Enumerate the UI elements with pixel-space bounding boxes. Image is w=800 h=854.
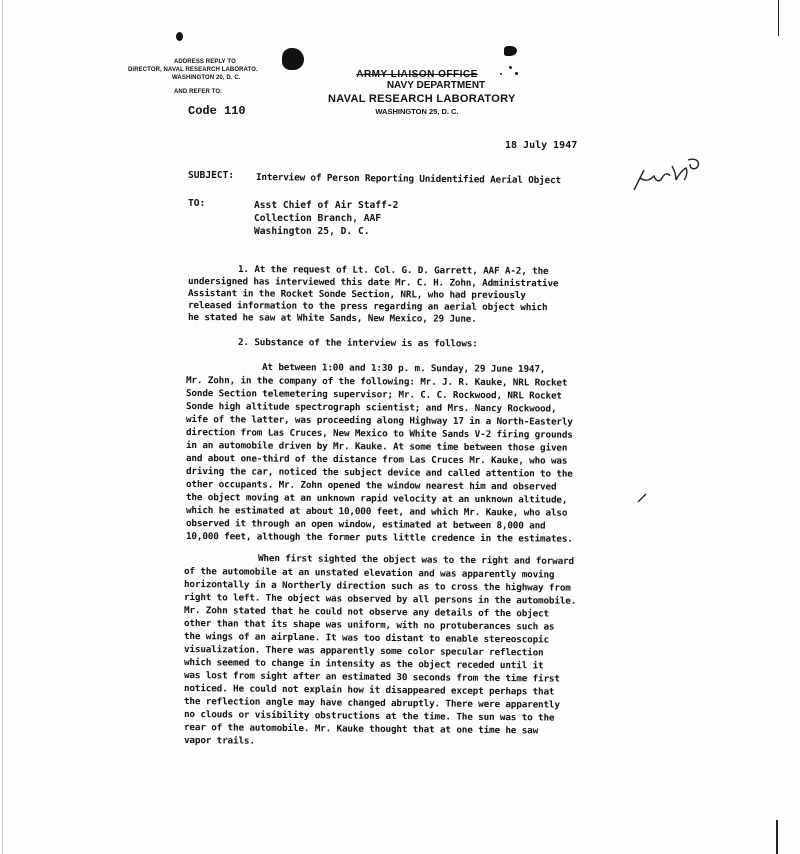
paragraph-4-line: no clouds or visibility obstructions at the time. The sun was to the <box>183 709 555 724</box>
letter-date: 18 July 1947 <box>505 140 578 151</box>
handwritten-annotation-icon <box>628 152 708 202</box>
paragraph-3-line: At between 1:00 and 1:30 p. m. Sunday, 29 June 1947, <box>261 362 546 375</box>
paragraph-3-line: wife of the latter, was proceeding along Highway 17 in a North-Easterly <box>185 414 573 428</box>
to-label: TO: <box>188 198 206 209</box>
address-line-3: WASHINGTON 20, D. C. <box>172 75 241 81</box>
address-block <box>128 58 258 82</box>
ink-blot-top-left <box>176 32 183 41</box>
address-line-2: DIRECTOR, NAVAL RESEARCH LABORATO. <box>128 67 258 73</box>
paragraph-3-line: observed it through an open window, estimated at between 8,000 and <box>185 518 546 532</box>
paragraph-1-line: undersigned has interviewed this date Mr. C. H. Zohn, Administrative <box>187 276 559 290</box>
paragraph-3-line: other occupants. Mr. Zohn opened the window nearest him and observed <box>185 479 557 493</box>
paragraph-3-line: Sonde Section telemetering supervisor; Mr. C. C. Rockwood, NRL Rocket <box>185 388 562 402</box>
to-line-3: Washington 25, D. C. <box>254 226 370 237</box>
paragraph-1-line: he stated he saw at White Sands, New Mexico, 29 June. <box>187 312 477 325</box>
subject-label: SUBJECT: <box>188 170 235 181</box>
paragraph-4-line: rear of the automobile. Mr. Kauke thought that at one time he saw <box>183 722 539 737</box>
paragraph-3-line: Sonde high altitude spectrograph scientist; and Mrs. Nancy Rockwood, <box>185 401 557 415</box>
to-line-2: Collection Branch, AAF <box>254 213 382 224</box>
pen-mark-icon <box>636 492 648 504</box>
paragraph-4-line: right to left. The object was observed by all persons in the automobile. <box>183 592 577 607</box>
to-line-1: Asst Chief of Air Staff-2 <box>254 200 399 211</box>
office-line-4: WASHINGTON 25, D. C. <box>375 107 459 116</box>
paragraph-4-line: which seemed to change in intensity as the object receded until it <box>183 657 544 672</box>
paragraph-3-line: direction from Las Cruces, New Mexico to White Sands V-2 firing grounds <box>185 427 573 441</box>
office-line-2: NAVY DEPARTMENT <box>386 80 486 91</box>
ink-blot-header <box>282 48 304 70</box>
paragraph-3-line: driving the car, noticed the subject device and called attention to the <box>185 466 573 480</box>
paragraph-4-line: vapor trails. <box>183 735 255 747</box>
paragraph-4-line: other than that its shape was uniform, with no protuberances such as <box>183 618 555 633</box>
address-line-1: ADDRESS REPLY TO <box>174 59 236 65</box>
scan-edge-right <box>778 0 779 36</box>
paragraph-2: 2. Substance of the interview is as follows: <box>237 337 478 350</box>
refer-to-label: AND REFER TO: <box>174 89 223 95</box>
paragraph-4-line: visualization. There was apparently some color specular reflection <box>183 644 544 659</box>
ink-blot-right <box>504 46 517 56</box>
paragraph-1-line: 1. At the request of Lt. Col. G. D. Garrett, AAF A-2, the <box>237 264 549 277</box>
ink-dot-1 <box>509 66 512 69</box>
paragraph-4-line: horizontally in a Northerly direction such as to cross the highway from <box>183 579 571 594</box>
paragraph-4-line: of the automobile at an unstated elevation and was apparently moving <box>183 566 555 581</box>
paragraph-3-line: 10,000 feet, although the former puts little credence in the estimates. <box>185 531 573 545</box>
paragraph-4-line: When first sighted the object was to the right and forward <box>257 553 574 568</box>
paragraph-3-line: the object moving at an unknown rapid velocity at an unknown altitude, <box>185 492 568 506</box>
scan-edge-left <box>2 0 3 854</box>
office-line-1: ARMY LIAISON OFFICE <box>356 69 478 80</box>
paragraph-4-line: noticed. He could not explain how it disappeared except perhaps that <box>183 683 555 698</box>
paragraph-3-line: which he estimated at about 10,000 feet, and which Mr. Kauke, who also <box>185 505 568 519</box>
paragraph-3-line: in an automobile driven by Mr. Kauke. At some time between those given <box>185 440 568 454</box>
paragraph-3-line: and about one-third of the distance from Las Cruces Mr. Kauke, who was <box>185 453 568 467</box>
code-number: Code 110 <box>188 104 246 118</box>
paragraph-1-line: released information to the press regarding an aerial object which <box>187 300 548 314</box>
subject-text: Interview of Person Reporting Unidentified Aerial Object <box>255 172 561 187</box>
office-line-3: NAVAL RESEARCH LABORATORY <box>328 93 516 105</box>
scan-edge-right-bottom <box>776 820 778 854</box>
paragraph-4-line: was lost from sight after an estimated 30 seconds from the time first <box>183 670 560 685</box>
office-heading <box>328 69 516 118</box>
paragraph-4-line: Mr. Zohn stated that he could not observe any details of the object <box>183 605 550 620</box>
paragraph-4-line: the wings of an airplane. It was too distant to enable stereoscopic <box>183 631 550 646</box>
ink-dot-2 <box>515 72 518 75</box>
paragraph-4-line: the reflection angle may have changed abruptly. There were apparently <box>183 696 560 711</box>
paragraph-3-line: Mr. Zohn, in the company of the following: Mr. J. R. Kauke, NRL Rocket <box>185 375 568 389</box>
paragraph-1-line: Assistant in the Rocket Sonde Section, NRL, who had previously <box>187 288 526 302</box>
